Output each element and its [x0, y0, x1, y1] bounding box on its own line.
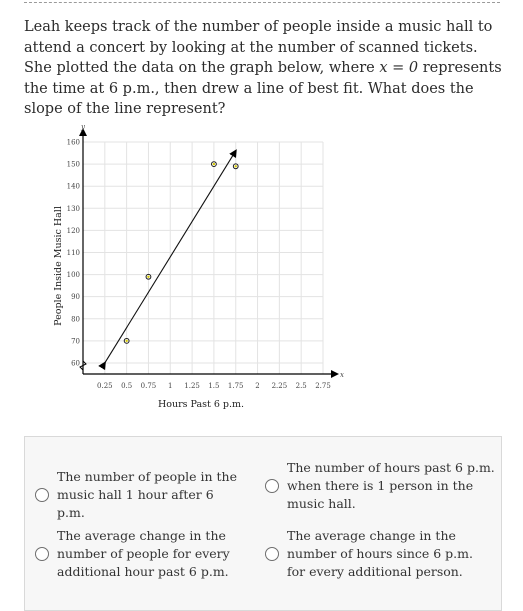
y-tick-label: 160 [66, 138, 80, 147]
y-tick-label: 60 [71, 359, 80, 368]
x-tick-label: 0.5 [121, 382, 133, 390]
choice-b-radio[interactable] [265, 479, 279, 493]
y-tick-label: 150 [66, 160, 80, 169]
data-point-fill [213, 163, 215, 165]
choice-b-label: The number of hours past 6 p.m. when there is 1 person in the music hall. [287, 460, 495, 511]
choice-a-label: The number of people in the music hall 1 hour after 6 p.m. [57, 469, 237, 520]
y-tick-label: 130 [66, 204, 80, 213]
y-axis-letter: y [81, 123, 85, 131]
scatter-chart [48, 120, 348, 415]
choice-b[interactable] [265, 459, 495, 513]
question-text [24, 17, 506, 120]
x-tick-label: 1.25 [184, 382, 200, 390]
x-tick-label: 2 [255, 382, 260, 390]
question-part-1: Leah keeps track of the number of people inside a music hall to attend a concert by looking at the number of scanned tickets. She plotted the data on the graph below, where [24, 19, 493, 76]
x-axis-letter: x [340, 371, 344, 379]
y-tick-label: 140 [66, 182, 80, 191]
choice-c-label: The average change in the number of people for every additional hour past 6 p.m. [57, 528, 230, 579]
top-divider [24, 2, 500, 3]
x-tick-label: 1.75 [227, 382, 244, 390]
data-point-fill [125, 340, 127, 342]
x-axis-title: Hours Past 6 p.m. [157, 399, 245, 410]
y-tick-label: 90 [71, 293, 80, 302]
choice-a-radio[interactable] [35, 488, 49, 502]
x-tick-label: 2.75 [315, 382, 331, 390]
x-tick-label: 0.25 [97, 382, 113, 390]
choice-d-radio[interactable] [265, 547, 279, 561]
x-tick-label: 1 [168, 382, 173, 390]
x-tick-label: 1.5 [208, 382, 220, 390]
choice-d-label: The average change in the number of hours since 6 p.m. for every additional person. [287, 528, 473, 579]
answer-choices [24, 436, 502, 611]
y-tick-label: 80 [71, 315, 80, 324]
data-point-fill [147, 276, 149, 278]
y-tick-label: 100 [66, 271, 80, 280]
x-tick-label: 2.5 [295, 382, 307, 390]
choice-c-radio[interactable] [35, 547, 49, 561]
choice-d[interactable] [265, 527, 495, 581]
y-tick-label: 120 [66, 226, 80, 235]
question-math: x = 0 [379, 60, 419, 76]
x-tick-label: 0.75 [140, 382, 157, 390]
x-tick-label: 2.25 [271, 382, 288, 390]
question-part-2: represents the time at 6 p.m., then drew a line of best fit. What does the slope of the line represent? [24, 60, 502, 117]
choice-c[interactable] [35, 527, 240, 581]
y-tick-label: 70 [71, 337, 80, 346]
data-point-fill [235, 165, 237, 167]
choice-a[interactable] [35, 468, 240, 522]
y-axis-title: People Inside Music Hall [53, 206, 64, 326]
y-tick-label: 110 [66, 248, 80, 257]
